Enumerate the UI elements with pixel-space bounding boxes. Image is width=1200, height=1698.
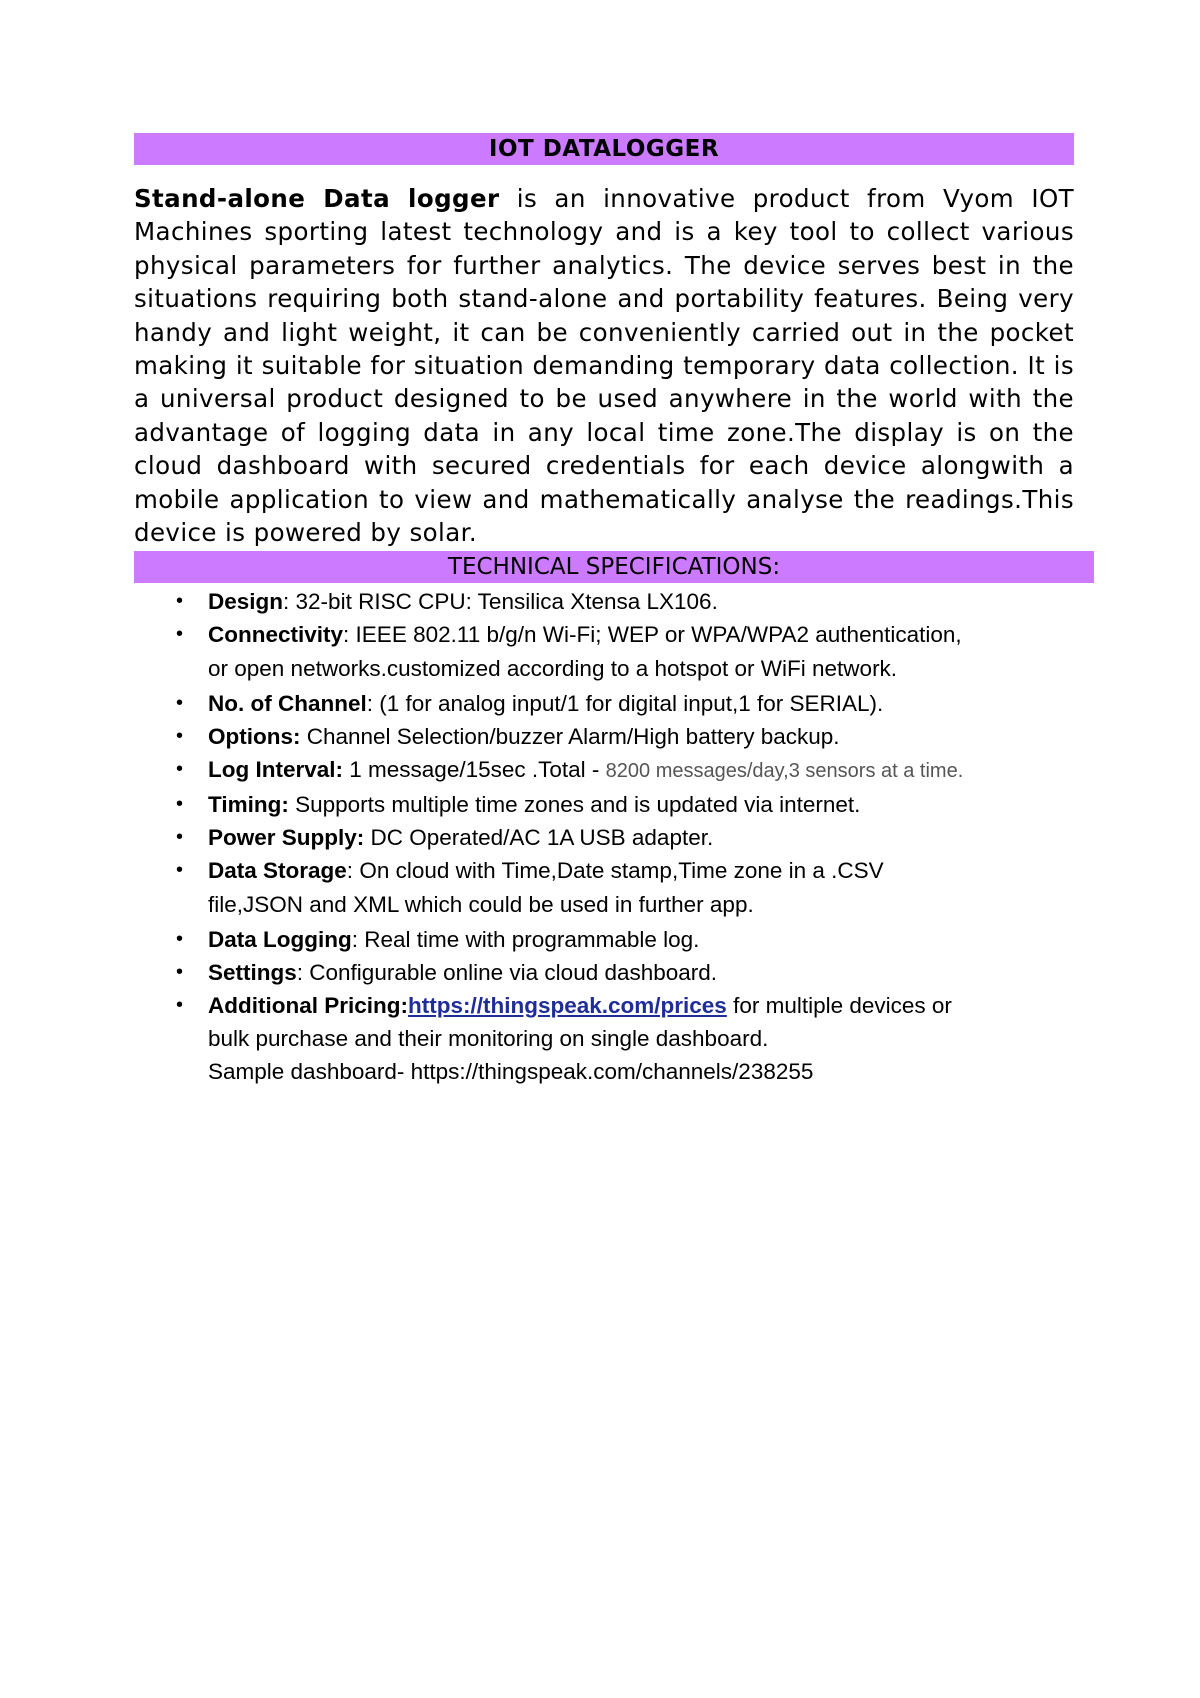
bullet-icon: • [176, 758, 184, 780]
bullet-icon: • [176, 859, 184, 881]
spec-text-continued: bulk purchase and their monitoring on single dashboard. [208, 1026, 769, 1051]
bullet-icon: • [176, 692, 184, 714]
spec-label: Additional Pricing: [208, 993, 408, 1018]
spec-text: 1 message/15sec .Total - [343, 757, 606, 782]
bullet-icon: • [176, 590, 184, 612]
page-title: IOT DATALOGGER [134, 133, 1074, 165]
spec-item-channels: • No. of Channel: (1 for analog input/1 for digital input,1 for SERIAL). [134, 687, 1094, 720]
spec-item-data-logging: • Data Logging: Real time with programmable log. [134, 923, 1094, 956]
bullet-icon: • [176, 623, 184, 645]
intro-lead: Stand-alone Data logger [134, 184, 500, 213]
intro-paragraph [134, 182, 1074, 549]
spec-text: Real time with programmable log. [358, 927, 700, 952]
spec-item-additional-pricing [134, 989, 1094, 1088]
spec-text: Channel Selection/buzzer Alarm/High battery backup. [300, 724, 840, 749]
spec-text-continued: or open networks.customized according to a hotspot or WiFi network. [208, 656, 898, 681]
spec-label: No. of Channel [208, 691, 367, 716]
pricing-link[interactable]: https://thingspeak.com/prices [408, 993, 727, 1018]
spec-item-design: • Design: 32-bit RISC CPU: Tensilica Xtensa LX106. [134, 585, 1094, 618]
bullet-icon: • [176, 826, 184, 848]
spec-text: 32-bit RISC CPU: Tensilica Xtensa LX106. [289, 589, 718, 614]
spec-label: Connectivity [208, 622, 344, 647]
spec-item-settings: • Settings: Configurable online via cloud dashboard. [134, 956, 1094, 989]
spec-label: Settings [208, 960, 297, 985]
spec-item-power-supply [134, 821, 1094, 854]
spec-label: Data Logging [208, 927, 352, 952]
spec-item-data-storage: • Data Storage: On cloud with Time,Date stamp,Time zone in a .CSV file,JSON and XML which could be used in further app. [134, 854, 1094, 923]
spec-text: Supports multiple time zones and is updated via internet. [288, 792, 861, 817]
spec-label: Design [208, 589, 284, 614]
bullet-icon: • [176, 928, 184, 950]
spec-item-connectivity: • Connectivity: IEEE 802.11 b/g/n Wi-Fi; WEP or WPA/WPA2 authentication, or open networks.customized according to a hotspot or WiFi network. [134, 618, 1094, 687]
spec-label: Data Storage [208, 858, 347, 883]
bullet-icon: • [176, 961, 184, 983]
intro-body: is an innovative product from Vyom IOT Machines sporting latest technology and is a key tool to collect various physical parameters for further analytics. The device serves best in the situations requiring both stand-alone and portability features. Being very handy and light weight, it can be conveniently carried out in the pocket making it suitable for situation demanding temporary data collection. It is a universal product designed to be used anywhere in the world with the advantage of logging data in any local time zone.The display is on the cloud dashboard with secured credentials for each device alongwith a mobile application to view and mathematically analyse the readings.This device is powered by solar. [134, 184, 1074, 548]
spec-text-note: 8200 messages/day,3 sensors at a time. [605, 760, 964, 782]
bullet-icon: • [176, 793, 184, 815]
spec-text-continued: file,JSON and XML which could be used in further app. [208, 892, 754, 917]
spec-heading: TECHNICAL SPECIFICATIONS: [134, 551, 1094, 583]
spec-label: Power Supply: [208, 825, 365, 850]
spec-text: On cloud with Time,Date stamp,Time zone in a .CSV [353, 858, 884, 883]
spec-item-log-interval [134, 753, 1094, 788]
spec-text: for multiple devices or [726, 993, 952, 1018]
bullet-icon: • [176, 725, 184, 747]
sample-dashboard-text: Sample dashboard- https://thingspeak.com/channels/238255 [208, 1059, 814, 1084]
bullet-icon: • [176, 994, 184, 1016]
spec-text: Configurable online via cloud dashboard. [303, 960, 718, 985]
spec-list [134, 585, 1094, 1088]
spec-item-options [134, 720, 1094, 753]
spec-label: Log Interval: [208, 757, 344, 782]
spec-text: IEEE 802.11 b/g/n Wi-Fi; WEP or WPA/WPA2 authentication, [349, 622, 962, 647]
spec-label: Timing: [208, 792, 289, 817]
spec-text: (1 for analog input/1 for digital input,1 for SERIAL). [373, 691, 884, 716]
spec-text: DC Operated/AC 1A USB adapter. [364, 825, 714, 850]
spec-label: Options: [208, 724, 301, 749]
spec-item-timing [134, 788, 1094, 821]
